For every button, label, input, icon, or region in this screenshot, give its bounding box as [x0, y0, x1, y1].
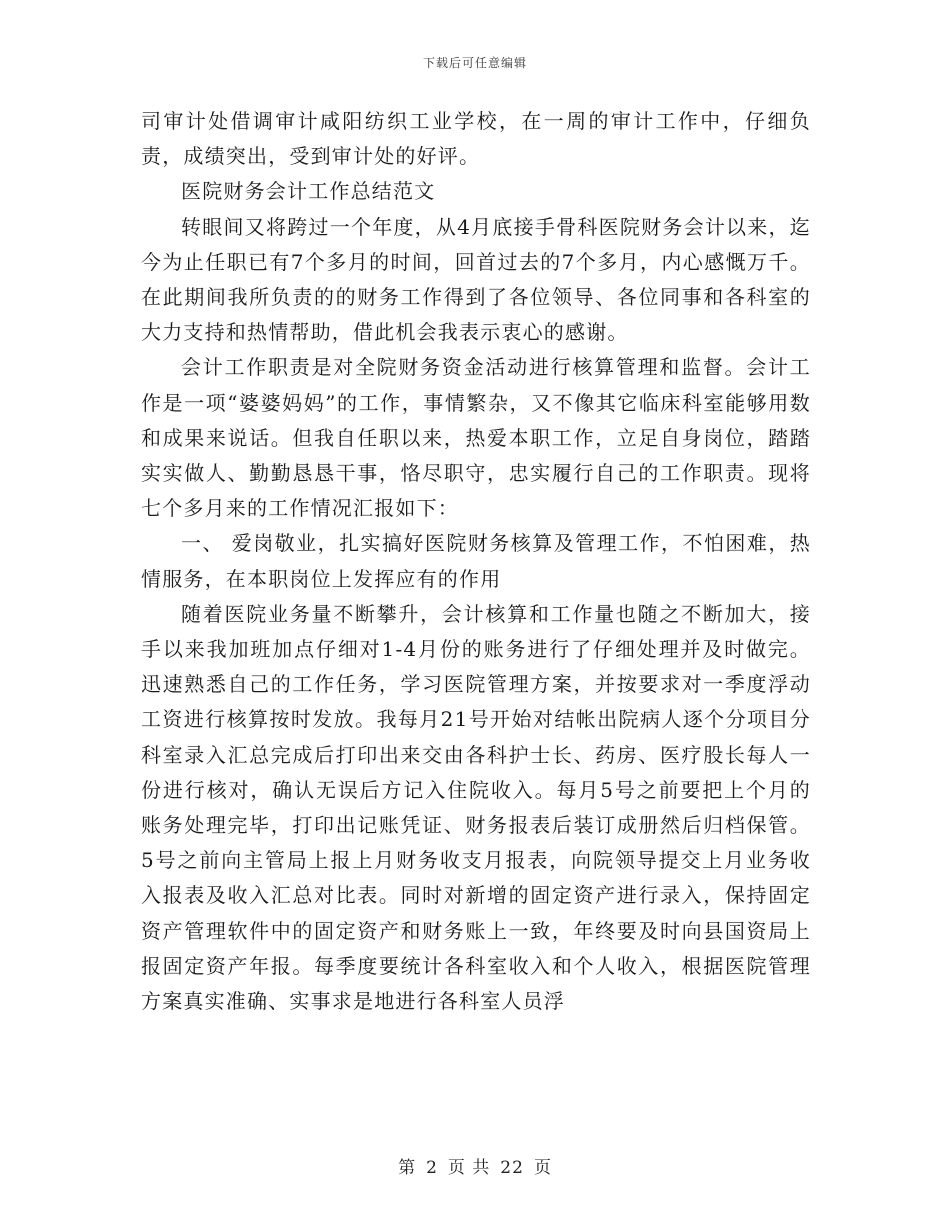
- footer-middle: 页 共: [447, 1158, 491, 1178]
- footer-suffix: 页: [533, 1158, 552, 1178]
- header-note: 下载后可任意编辑: [422, 56, 527, 70]
- paragraph-duties: 会计工作职责是对全院财务资金活动进行核算管理和监督。会计工作是一项“婆婆妈妈”的工作，事情繁杂，又不像其它临床科室能够用数和成果来说话。但我自任职以来，热爱本职工作，立足自身岗位，踏踏实实做人、勤勤恳恳干事，恪尽职守，忠实履行自己的工作职责。现将七个多月来的工作情况汇报如下：: [141, 355, 811, 521]
- footer-current-page: 2: [426, 1158, 438, 1178]
- paragraph-intro: 转眼间又将跨过一个年度，从4月底接手骨科医院财务会计以来，迄今为止任职已有7个多月的时间，回首过去的7个多月，内心感慨万千。在此期间我所负责的的财务工作得到了各位领导、各位同事和各科室的大力支持和热情帮助，借此机会我表示衷心的感谢。: [141, 214, 811, 345]
- page-number-footer: [0, 1153, 950, 1178]
- paragraph-continued: 司审计处借调审计咸阳纺织工业学校，在一周的审计工作中，仔细负责，成绩突出，受到审计处的好评。: [141, 109, 811, 169]
- paragraph-details: 随着医院业务量不断攀升，会计核算和工作量也随之不断加大，接手以来我加班加点仔细对1-4月份的账务进行了仔细处理并及时做完。迅速熟悉自己的工作任务，学习医院管理方案，并按要求对一季度浮动工资进行核算按时发放。我每月21号开始对结帐出院病人逐个分项目分科室录入汇总完成后打印出来交由各科护士长、药房、医疗股长每人一份进行核对，确认无误后方记入住院收入。每月5号之前要把上个月的账务处理完毕，打印出记账凭证、财务报表后装订成册然后归档保管。5号之前向主管局上报上月财务收支月报表，向院领导提交上月业务收入报表及收入汇总对比表。同时对新增的固定资产进行录入，保持固定资产管理软件中的固定资产和财务账上一致，年终要及时向县国资局上报固定资产年报。每季度要统计各科室收入和个人收入，根据医院管理方案真实准确、实事求是地进行各科室人员浮: [141, 601, 811, 1014]
- document-body: [141, 104, 811, 1019]
- footer-total-pages: 22: [500, 1158, 524, 1178]
- heading-part-one: 一、 爱岗敬业，扎实搞好医院财务核算及管理工作，不怕困难，热情服务，在本职岗位上发挥应有的作用: [141, 531, 811, 591]
- section-title: 医院财务会计工作总结范文: [181, 179, 436, 204]
- footer-prefix: 第: [398, 1158, 417, 1178]
